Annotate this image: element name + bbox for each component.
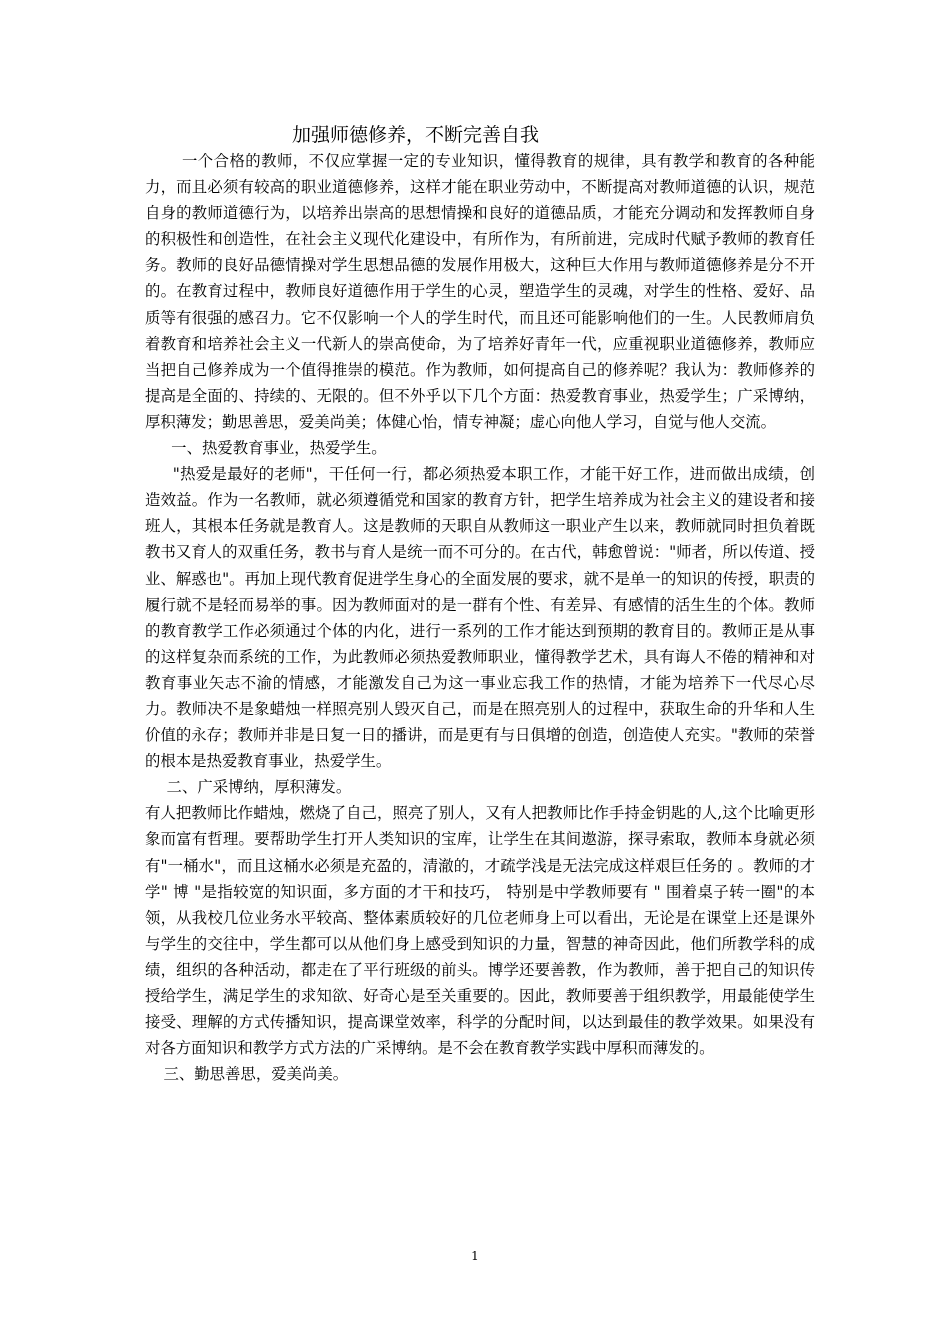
- section-heading-3: 三、勤思善思，爱美尚美。: [163, 1065, 349, 1084]
- section-1-paragraph: "热爱是最好的老师"，干任何一行，都必须热爱本职工作，才能干好工作，进而做出成绩，创造效益。作为一名教师，就必须遵循党和国家的教育方针，把学生培养成为社会主义的建设者和接班人，其根本任务就是教育人。这是教师的天职自从教师这一职业产生以来，教师就同时担负着既教书又育人的双重任务，教书与育人是统一而不可分的。在古代，韩愈曾说："师者，所以传道、授业、解惑也"。再加上现代教育促进学生身心的全面发展的要求，就不是单一的知识的传授，职责的履行就不是轻而易举的事。因为教师面对的是一群有个性、有差异、有感情的活生生的个体。教师的教育教学工作必须通过个体的内化，进行一系列的工作才能达到预期的教育目的。教师正是从事的这样复杂而系统的工作，为此教师必须热爱教师职业，懂得教学艺术，具有诲人不倦的精神和对教育事业矢志不渝的情感，才能激发自己为这一事业忘我工作的热情，才能为培养下一代尽心尽力。教师决不是象蜡烛一样照亮别人毁灭自己，而是在照亮别人的过程中，获取生命的升华和人生价值的永存；教师并非是日复一日的播讲，而是更有与日俱增的创造，创造使人充实。"教师的荣誉的根本是热爱教育事业，热爱学生。: [145, 465, 815, 771]
- intro-paragraph: 一个合格的教师，不仅应掌握一定的专业知识，懂得教育的规律，具有教学和教育的各种能力，而且必须有较高的职业道德修养，这样才能在职业劳动中，不断提高对教师道德的认识，规范自身的教师道德行为，以培养出崇高的思想情操和良好的道德品质，才能充分调动和发挥教师自身的积极性和创造性，在社会主义现代化建设中，有所作为，有所前进，完成时代赋予教师的教育任务。教师的良好品德情操对学生思想品德的发展作用极大，这种巨大作用与教师道德修养是分不开的。在教育过程中，教师良好道德作用于学生的心灵，塑造学生的灵魂，对学生的性格、爱好、品质等有很强的感召力。它不仅影响一个人的学生时代，而且还可能影响他们的一生。人民教师肩负着教育和培养社会主义一代新人的崇高使命，为了培养好青年一代，应重视职业道德修养，教师应当把自己修养成为一个值得推崇的模范。作为教师，如何提高自己的修养呢？我认为：教师修养的提高是全面的、持续的、无限的。但不外乎以下几个方面：热爱教育事业，热爱学生；广采博纳，厚积薄发；勤思善思，爱美尚美；体健心怡，情专神凝；虚心向他人学习，自觉与他人交流。: [145, 152, 815, 431]
- section-2-paragraph: 有人把教师比作蜡烛，燃烧了自己，照亮了别人，又有人把教师比作手持金钥匙的人,这个比喻更形象而富有哲理。要帮助学生打开人类知识的宝库，让学生在其间遨游，探寻索取，教师本身就必须有"一桶水"，而且这桶水必须是充盈的，清澈的，才疏学浅是无法完成这样艰巨任务的 。教师的才学" 博 "是指较宽的知识面，多方面的才干和技巧， 特别是中学教师要有 " 围着桌子转一圈"的本领，从我校几位业务水平较高、整体素质较好的几位老师身上可以看出，无论是在课堂上还是课外与学生的交往中，学生都可以从他们身上感受到知识的力量，智慧的神奇因此，他们所教学科的成绩，组织的各种活动，都走在了平行班级的前头。博学还要善教，作为教师，善于把自己的知识传授给学生，满足学生的求知欲、好奇心是至关重要的。因此，教师要善于组织教学，用最能使学生接受、理解的方式传播知识，提高课堂效率，科学的分配时间，以达到最佳的教学效果。如果没有对各方面知识和教学方式方法的广采博纳。是不会在教育教学实践中厚积而薄发的。: [145, 804, 815, 1058]
- section-heading-1: 一、热爱教育事业，热爱学生。: [171, 439, 387, 458]
- document-body: [145, 148, 815, 1087]
- document-title: 加强师德修养，不断完善自我: [292, 124, 540, 146]
- page-number: 1: [471, 1249, 479, 1263]
- section-heading-2: 二、广采博纳，厚积薄发。: [166, 778, 352, 797]
